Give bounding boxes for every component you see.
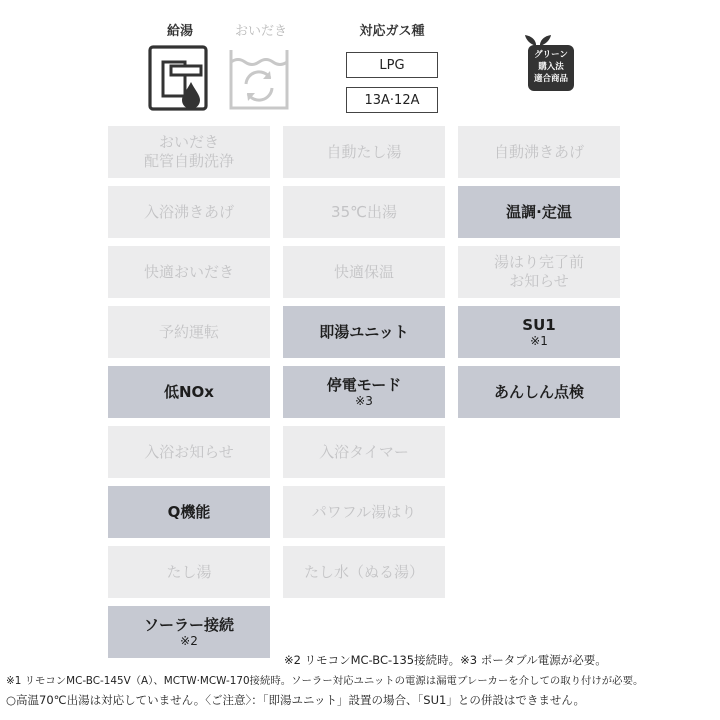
badge-line-2: 購入法 [538,62,564,72]
feature-tile-kaiteki-oidaki [108,246,270,298]
feature-tile-nyuyoku-timer [283,426,445,478]
feature-tile-oncho-teion [458,186,620,238]
feature-label: あんしん点検 [493,382,584,401]
feature-label: 自動たし湯 [326,142,402,161]
footnote-1: ※1 リモコンMC-BC-145V（A）、MCTW·MCW-170接続時。ソーラー対応ユニットの電源は漏電ブレーカーを介しての取り付けが必要。 [6,675,644,687]
feature-tile-q-kinou [108,486,270,538]
feature-label: ソーラー接続 [143,616,234,634]
feature-label: 停電モード [326,376,402,394]
gas-option-lpg: LPG [346,52,438,78]
feature-label: 快適保温 [333,262,394,281]
feature-label: 自動沸きあげ [493,142,584,161]
feature-label: 入浴タイマー [319,442,409,461]
feature-tile-low-nox [108,366,270,418]
feature-tile-tashiyu [108,546,270,598]
feature-tile-35c-deyu [283,186,445,238]
feature-label: パワフル湯はり [311,502,417,521]
feature-label: Q機能 [167,502,211,521]
gas-type-label: 対応ガス種 [359,24,425,39]
feature-label: 低NOx [164,382,214,401]
feature-tile-su1 [458,306,620,358]
feature-label: 即湯ユニット [319,322,409,341]
faucet-icon [147,44,213,118]
feature-tile-auto-tashiyu [283,126,445,178]
feature-tile-yoyaku-unten [108,306,270,358]
feature-label: 入浴お知らせ [144,442,234,461]
feature-note: ※3 [355,394,373,408]
feature-label: たし水（ぬる湯） [303,562,424,581]
feature-tile-solar-connect [108,606,270,658]
feature-note: ※1 [530,334,548,348]
feature-note: ※2 [180,634,198,648]
feature-tile-kaiteki-hoon [283,246,445,298]
footnote-2-3: ※2 リモコンMC-BC-135接続時。※3 ポータブル電源が必要。 [284,653,607,667]
green-purchase-badge [510,32,580,94]
gas-option-13a-12a: 13A·12A [346,87,438,113]
feature-label: 35℃出湯 [331,202,397,221]
feature-tile-auto-wakiage [458,126,620,178]
feature-tile-sokuyu-unit [283,306,445,358]
badge-line-3: 適合商品 [533,74,568,84]
feature-label: 予約運転 [158,322,219,341]
feature-label: おいだき [158,133,219,151]
oidaki-label: おいだき [234,24,287,39]
feature-label: 入浴沸きあげ [143,202,234,221]
kyuto-label: 給湯 [166,24,193,39]
reheat-icon [228,44,294,118]
feature-label: たし湯 [166,562,212,581]
feature-tile-oidaki-piping-clean [108,126,270,178]
footnote-caution: ○高温70℃出湯は対応していません。〈ご注意〉：「即湯ユニット」設置の場合、「SU1」との併設はできません。 [6,693,586,707]
feature-tile-yuhari-kanryo [458,246,620,298]
feature-label: 湯はり完了前 [493,253,584,271]
feature-tile-nyuyoku-wakiage [108,186,270,238]
feature-tile-teiden-mode [283,366,445,418]
feature-tile-anshin-tenken [458,366,620,418]
feature-label: 快適おいだき [143,262,234,281]
feature-tile-nyuyoku-oshirase [108,426,270,478]
feature-label: 配管自動洗浄 [143,152,234,170]
feature-tile-powerful-yuhari [283,486,445,538]
feature-tile-tashimizu [283,546,445,598]
feature-label: 温調·定温 [506,202,572,221]
feature-label: お知らせ [509,272,569,290]
badge-line-1: グリーン [534,50,568,60]
feature-label: SU1 [522,316,556,334]
